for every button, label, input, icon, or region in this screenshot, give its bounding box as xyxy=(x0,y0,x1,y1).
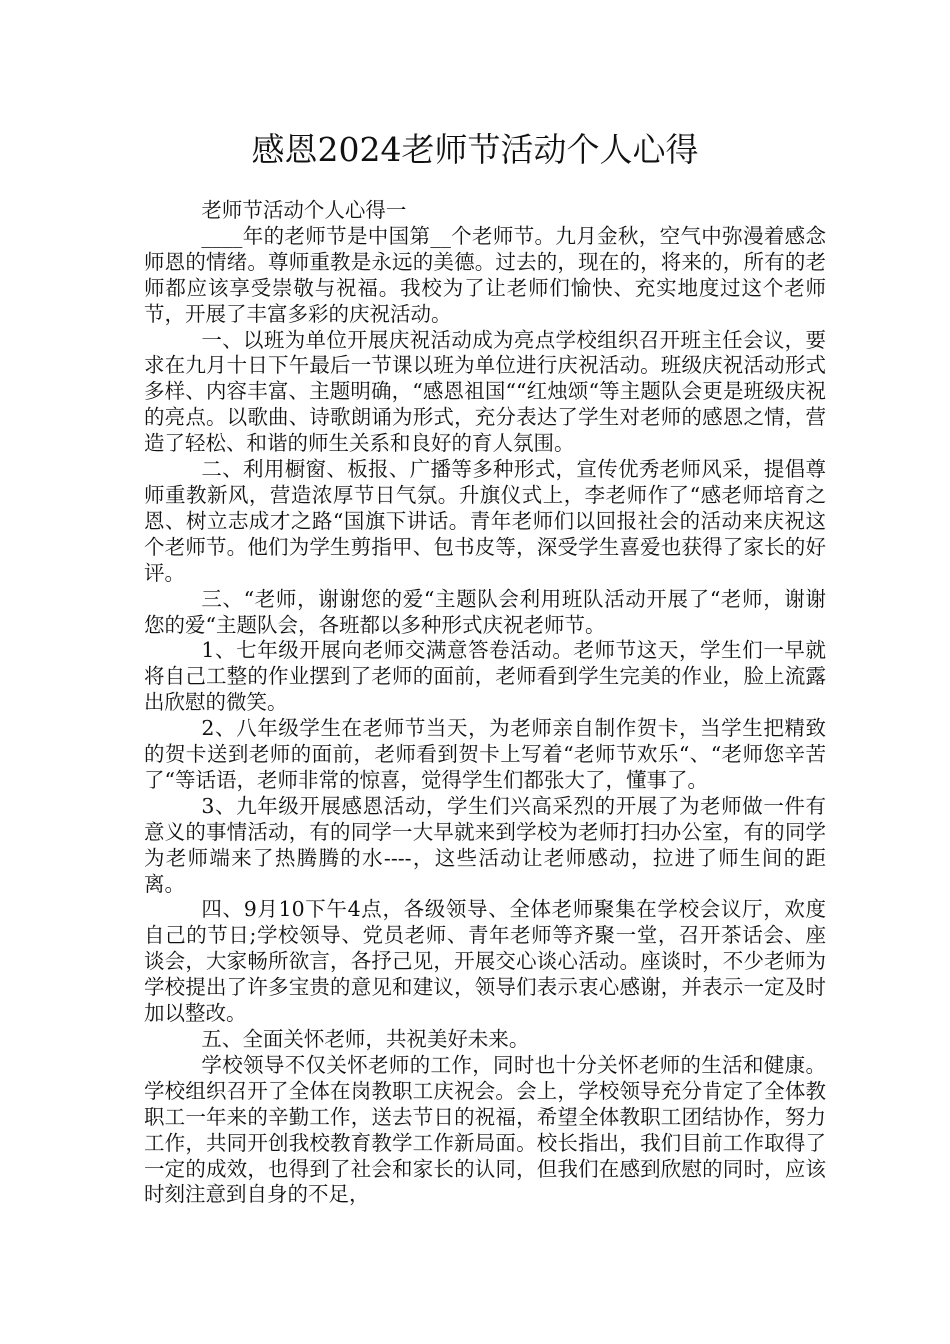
paragraph: 2、八年级学生在老师节当天，为老师亲自制作贺卡，当学生把精致的贺卡送到老师的面前，老师看到贺卡上写着“老师节欢乐“、“老师您辛苦了“等话语，老师非常的惊喜，觉得学生们都张大了，懂事了。 xyxy=(144,716,826,792)
paragraph: 三、“老师，谢谢您的爱“主题队会利用班队活动开展了“老师，谢谢您的爱“主题队会，各班都以多种形式庆祝老师节。 xyxy=(144,586,826,637)
paragraph: 1、七年级开展向老师交满意答卷活动。老师节这天，学生们一早就将自己工整的作业摆到了老师的面前，老师看到学生完美的作业，脸上流露出欣慰的微笑。 xyxy=(144,638,826,715)
paragraph: ____年的老师节是中国第__个老师节。九月金秋，空气中弥漫着感念师恩的情绪。尊师重教是永远的美德。过去的，现在的，将来的，所有的老师都应该享受崇敬与祝福。我校为了让老师们愉快、充实地度过这个老师节，开展了丰富多彩的庆祝活动。 xyxy=(144,223,826,326)
paragraph: 二、利用橱窗、板报、广播等多种形式，宣传优秀老师风采，提倡尊师重教新风，营造浓厚节日气氛。升旗仪式上，李老师作了“感老师培育之恩、树立志成才之路“国旗下讲话。青年老师们以回报社会的活动来庆祝这个老师节。他们为学生剪指甲、包书皮等，深受学生喜爱也获得了家长的好评。 xyxy=(144,457,826,585)
paragraph: 学校领导不仅关怀老师的工作，同时也十分关怀老师的生活和健康。学校组织召开了全体在岗教职工庆祝会。会上，学校领导充分肯定了全体教职工一年来的辛勤工作，送去节日的祝福，希望全体教职工团结协作，努力工作，共同开创我校教育教学工作新局面。校长指出，我们目前工作取得了一定的成效，也得到了社会和家长的认同，但我们在感到欣慰的同时，应该时刻注意到自身的不足， xyxy=(144,1052,826,1207)
document-title: 感恩2024老师节活动个人心得 xyxy=(251,130,699,169)
document-body xyxy=(144,198,826,1208)
paragraph: 五、全面关怀老师，共祝美好未来。 xyxy=(201,1027,530,1051)
paragraph: 一、以班为单位开展庆祝活动成为亮点学校组织召开班主任会议，要求在九月十日下午最后一节课以班为单位进行庆祝活动。班级庆祝活动形式多样、内容丰富、主题明确，“感恩祖国““红烛颂“等主题队会更是班级庆祝的亮点。以歌曲、诗歌朗诵为形式，充分表达了学生对老师的感恩之情，营造了轻松、和谐的师生关系和良好的育人氛围。 xyxy=(144,327,826,456)
section-heading: 老师节活动个人心得一 xyxy=(201,198,407,222)
paragraph: 四、9月10下午4点，各级领导、全体老师聚集在学校会议厅，欢度自己的节日;学校领导、党员老师、青年老师等齐聚一堂，召开茶话会、座谈会，大家畅所欲言，各抒己见，开展交心谈心活动。座谈时，不少老师为学校提出了许多宝贵的意见和建议，领导们表示衷心感谢，并表示一定及时加以整改。 xyxy=(144,897,826,1026)
paragraph: 3、九年级开展感恩活动，学生们兴高采烈的开展了为老师做一件有意义的事情活动，有的同学一大早就来到学校为老师打扫办公室，有的同学为老师端来了热腾腾的水----，这些活动让老师感动，拉进了师生间的距离。 xyxy=(144,793,826,896)
